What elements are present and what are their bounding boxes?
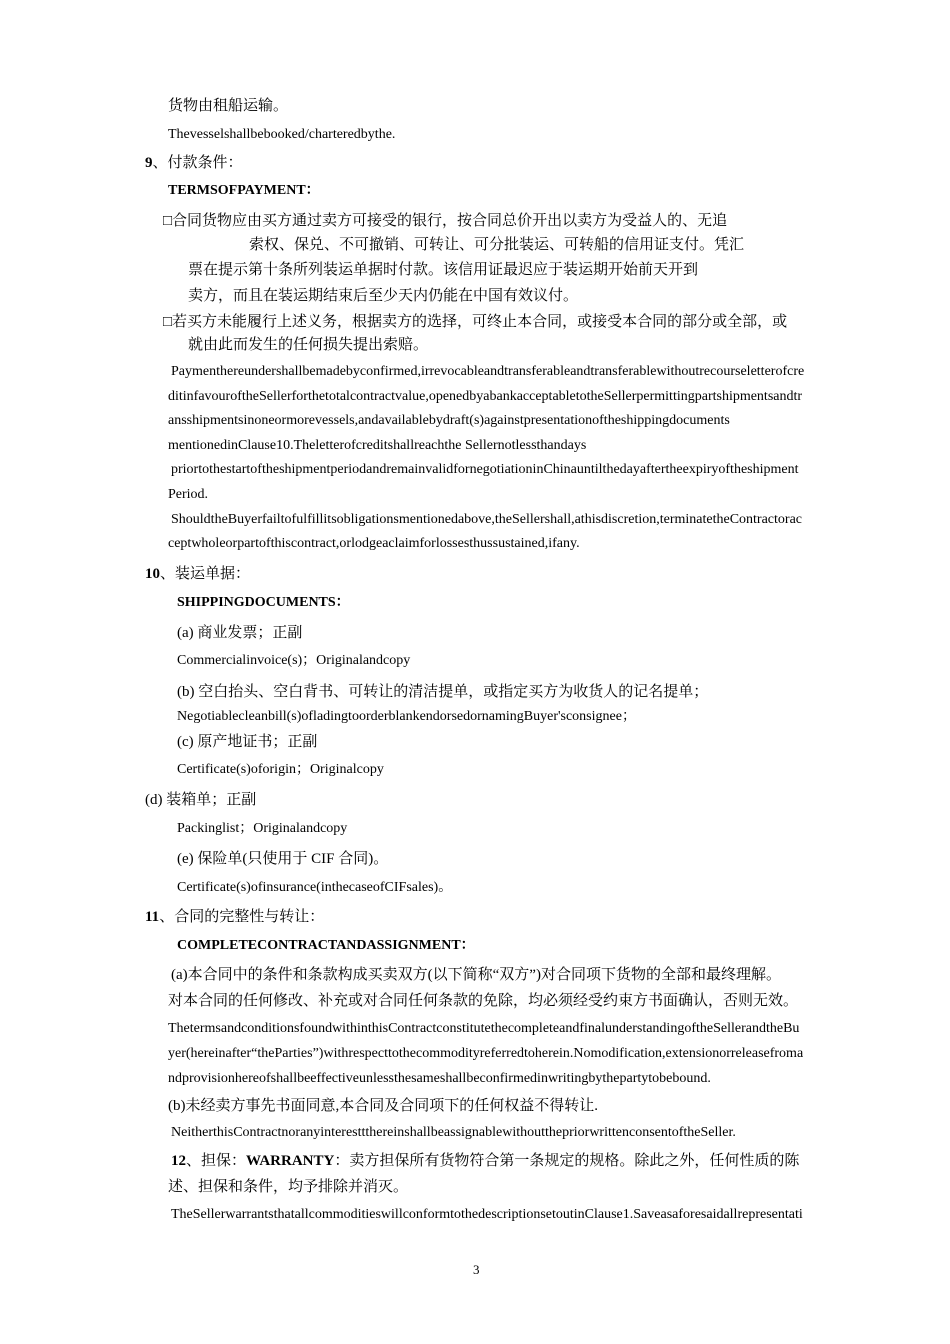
section-heading	[171, 1152, 799, 1170]
text-line: ndprovisionhereofshallbeeffectiveunlessthesameshallbeconfirmedinwritingbythepartytobebound.	[168, 1071, 711, 1086]
text-line: (e) 保险单(只使用于 CIF 合同)。	[177, 851, 389, 867]
text-line: ceptwholeorpartofthiscontract,orlodgeaclaimforlossesthussustained,ifany.	[168, 536, 580, 551]
text-line: □若买方未能履行上述义务，根据卖方的选择，可终止本合同，或接受本合同的部分或全部，或	[163, 314, 788, 330]
section-title: 、担保：	[186, 1153, 247, 1169]
text-line: Thevesselshallbebooked/charteredbythe.	[168, 127, 396, 142]
page-number: 3	[473, 1262, 480, 1277]
text-line: priortothestartoftheshipmentperiodandremainvalidfornegotiationinChinauntilthedayaftertheexpiryoftheshipment	[171, 462, 799, 477]
section-number: 10	[145, 566, 160, 582]
section-title: 、装运单据：	[160, 566, 251, 582]
text-line: Commercialinvoice(s)；Originalandcopy	[177, 653, 411, 668]
text-line: ditinfavouroftheSellerforthetotalcontractvalue,openedbyabankacceptabletotheSellerpermittingpartshipmentsandtr	[168, 389, 803, 404]
text-line: ansshipmentsinoneormorevessels,andavailablebydraft(s)againstpresentationoftheshippingdocuments	[168, 413, 730, 428]
section-number: 9	[145, 155, 153, 171]
text-line: (d) 装箱单；正副	[145, 792, 257, 808]
text-line: □合同货物应由买方通过卖方可接受的银行，按合同总价开出以卖方为受益人的、无追	[163, 213, 728, 229]
section-title: 、合同的完整性与转让：	[159, 909, 325, 925]
section-heading-en: TERMSOFPAYMENT：	[168, 183, 320, 198]
section-heading	[145, 908, 324, 926]
text-line: (a)本合同中的条件和条款构成买卖双方(以下简称“双方”)对合同项下货物的全部和最终理解。	[171, 967, 781, 983]
text-line: (b) 空白抬头、空白背书、可转让的清洁提单，或指定买方为收货人的记名提单；	[177, 684, 709, 700]
text-line: 就由此而发生的任何损失提出索赔。	[188, 337, 429, 353]
text-line: mentionedinClause10.Theletterofcreditshallreachthe Sellernotlessthandays	[168, 438, 587, 453]
section-title: 、付款条件：	[152, 155, 243, 171]
text-line: (b)未经卖方事先书面同意,本合同及合同项下的任何权益不得转让.	[168, 1098, 598, 1114]
section-number: 12	[171, 1153, 186, 1169]
text-line: 货物由租船运输。	[168, 98, 289, 114]
text-line: (a) 商业发票；正副	[177, 625, 303, 641]
section-heading-en: COMPLETECONTRACTANDASSIGNMENT：	[177, 938, 475, 953]
text-line: Certificate(s)ofinsurance(inthecaseofCIFsales)。	[177, 880, 453, 895]
text-line: 票在提示第十条所列装运单据时付款。该信用证最迟应于装运期开始前天开到	[188, 262, 699, 278]
section-heading	[145, 154, 243, 172]
text-line: Paymenthereundershallbemadebyconfirmed,irrevocableandtransferableandtransferablewithoutrecourseletterofcre	[171, 364, 805, 379]
text-line: (c) 原产地证书；正副	[177, 734, 318, 750]
text-line: Packinglist；Originalandcopy	[177, 821, 348, 836]
text-line: 卖方，而且在装运期结束后至少天内仍能在中国有效议付。	[188, 288, 579, 304]
section-title-en: WARRANTY	[246, 1153, 335, 1169]
text-line: ThetermsandconditionsfoundwithinthisContractconstitutethecompleteandfinalunderstandingoftheSellerandtheBu	[168, 1021, 800, 1036]
text-line: 索权、保兑、不可撤销、可转让、可分批装运、可转船的信用证支付。凭汇	[249, 237, 745, 253]
section-number: 11	[145, 909, 160, 925]
text-line: 对本合同的任何修改、补充或对合同任何条款的免除，均必须经受约束方书面确认，否则无效。	[168, 993, 799, 1009]
text-line: NeitherthisContractnoranyinteresttthereinshallbeassignablewithoutthepriorwrittenconsentoftheSeller.	[171, 1125, 736, 1140]
text-line: ShouldtheBuyerfailtofulfillitsobligationsmentionedabove,theSellershall,athisdiscretion,terminatetheContractorac	[171, 512, 803, 527]
text-line: yer(hereinafter“theParties”)withrespecttothecommodityreferredtoherein.Nomodification,extensionorreleasefroma	[168, 1046, 804, 1061]
section-heading-en: SHIPPINGDOCUMENTS：	[177, 595, 350, 610]
text-line: Period.	[168, 487, 209, 502]
section-text: ：卖方担保所有货物符合第一条规定的规格。除此之外，任何性质的陈	[334, 1153, 800, 1169]
text-line: Certificate(s)oforigin；Originalcopy	[177, 762, 384, 777]
section-heading	[145, 565, 250, 583]
text-line: Negotiablecleanbill(s)ofladingtoorderblankendorsedornamingBuyer'sconsignee；	[177, 709, 636, 724]
text-line: TheSellerwarrantsthatallcommoditieswillconformtothedescriptionsetoutinClause1.Saveasaforesaidallrepresentati	[171, 1207, 803, 1222]
text-line: 述、担保和条件，均予排除并消灭。	[168, 1179, 409, 1195]
